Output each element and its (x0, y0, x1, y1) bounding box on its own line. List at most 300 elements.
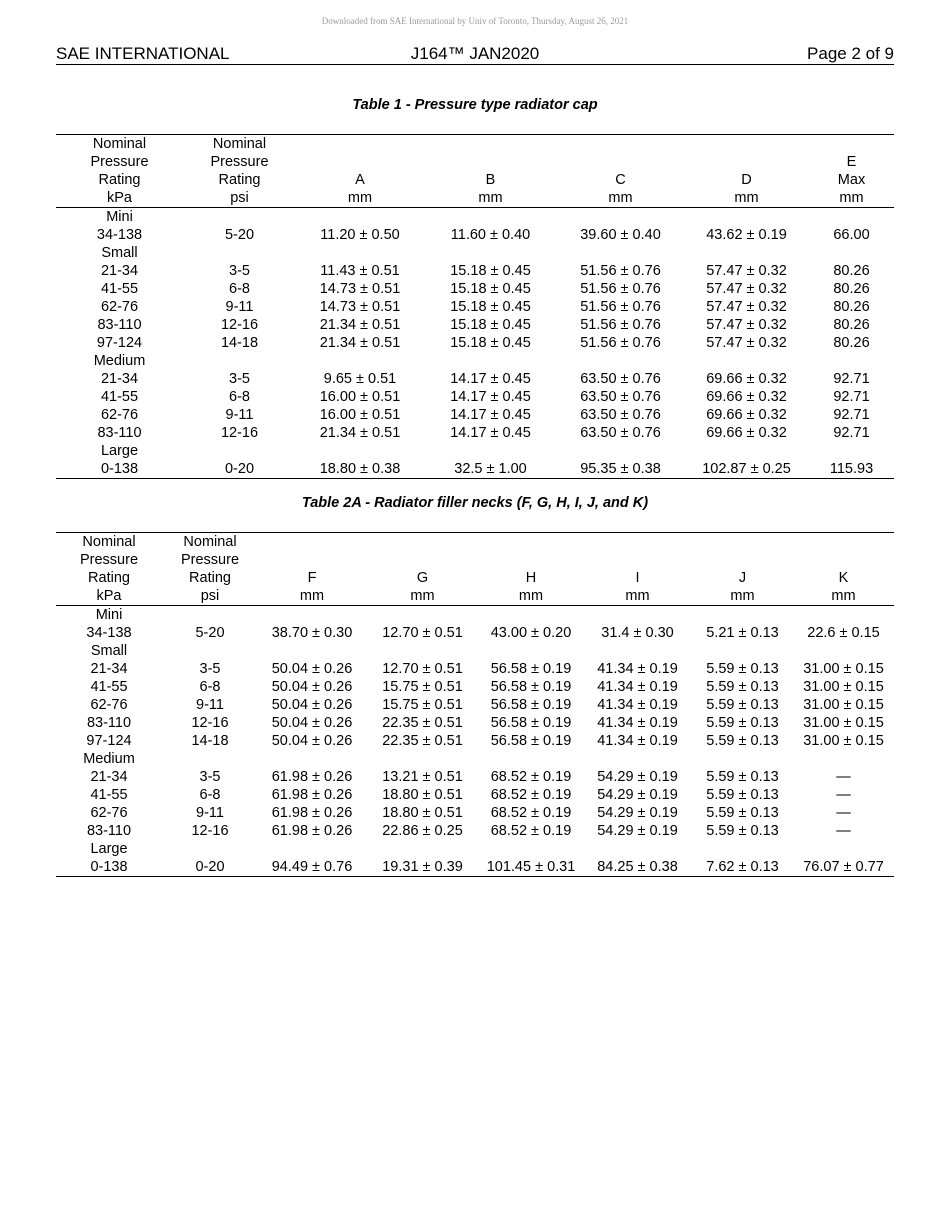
table-cell: 31.4 ± 0.30 (601, 625, 674, 641)
table-cell: 94.49 ± 0.76 (258, 858, 366, 877)
table-cell: 41.34 ± 0.19 (597, 715, 678, 731)
table-cell: — (836, 769, 851, 785)
column-header: Pressure (90, 154, 149, 170)
table-cell: 76.07 ± 0.77 (793, 858, 894, 877)
table-cell: 12-16 (191, 823, 229, 839)
table-cell: 18.80 ± 0.51 (382, 787, 463, 803)
category-label: Mini (106, 209, 133, 225)
table-cell: 6-8 (229, 389, 250, 405)
table-cell: 14.73 ± 0.51 (319, 281, 401, 297)
column-header (793, 551, 894, 569)
table-cell: 21-34 (100, 263, 139, 279)
table1-body (56, 208, 894, 479)
table-cell: 5.59 ± 0.13 (706, 697, 779, 713)
table-cell: 83-110 (97, 425, 142, 441)
column-header (684, 135, 809, 154)
table-cell: 15.75 ± 0.51 (382, 679, 463, 695)
column-header: mm (296, 189, 424, 208)
empty-cell (583, 750, 692, 768)
table-cell: 51.56 ± 0.76 (580, 281, 661, 297)
table-cell: 69.66 ± 0.32 (706, 407, 787, 423)
category-label: Mini (95, 607, 123, 623)
category-row (56, 750, 894, 768)
table-cell: 14.17 ± 0.45 (450, 389, 531, 405)
download-watermark: Downloaded from SAE International by Univ of Toronto, Thursday, August 26, 2021 (321, 16, 629, 26)
empty-cell (557, 352, 684, 370)
table-cell: 5.59 ± 0.13 (706, 805, 779, 821)
table-cell: 57.47 ± 0.32 (706, 281, 787, 297)
header-document-id: J164™ JAN2020 (410, 44, 540, 63)
table-cell: 102.87 ± 0.25 (684, 460, 809, 479)
table-cell: 50.04 ± 0.26 (271, 715, 353, 731)
table1-radiator-cap (56, 134, 894, 479)
table-cell: 63.50 ± 0.76 (580, 425, 661, 441)
column-header: E (846, 154, 857, 170)
empty-cell (479, 642, 583, 660)
empty-cell (557, 442, 684, 460)
empty-cell (162, 750, 258, 768)
category-row (56, 442, 894, 460)
table-row (56, 696, 894, 714)
column-header: Pressure (210, 154, 269, 170)
table-cell: 66.00 (833, 227, 870, 243)
column-header (557, 153, 684, 171)
table-cell: 34-138 (86, 625, 132, 641)
table-cell: 56.58 ± 0.19 (490, 697, 572, 713)
column-header (692, 551, 793, 569)
table-cell: 57.47 ± 0.32 (706, 263, 787, 279)
table-cell: 62-76 (100, 299, 139, 315)
table-cell: 51.56 ± 0.76 (580, 263, 661, 279)
table-cell: 80.26 (833, 281, 870, 297)
column-header (809, 135, 894, 154)
table-cell: 43.62 ± 0.19 (706, 227, 787, 243)
table-cell: 41.34 ± 0.19 (597, 679, 678, 695)
header-row (56, 587, 894, 606)
table-cell: 9.65 ± 0.51 (323, 371, 397, 387)
table-cell: 69.66 ± 0.32 (706, 389, 787, 405)
table-cell: 12.70 ± 0.51 (382, 661, 463, 677)
empty-cell (793, 606, 894, 625)
header-page-number: Page 2 of 9 (807, 44, 894, 63)
table-cell: — (836, 787, 851, 803)
column-header: mm (557, 189, 684, 208)
column-header: mm (424, 189, 557, 208)
empty-cell (183, 442, 296, 460)
empty-cell (793, 642, 894, 660)
table-cell: 7.62 ± 0.13 (692, 858, 793, 877)
table-cell: 80.26 (833, 263, 870, 279)
table-cell: 92.71 (833, 389, 870, 405)
empty-cell (258, 606, 366, 625)
table-cell: 21-34 (90, 769, 128, 785)
table1-header (56, 135, 894, 208)
table-cell: 92.71 (833, 425, 870, 441)
column-header: mm (793, 587, 894, 606)
table-cell: 5-20 (195, 625, 225, 641)
empty-cell (809, 442, 894, 460)
empty-cell (809, 352, 894, 370)
table-cell: 83-110 (97, 317, 142, 333)
table-cell: 80.26 (833, 317, 870, 333)
table-cell: 21-34 (90, 661, 128, 677)
table-cell: 63.50 ± 0.76 (580, 371, 661, 387)
table-row (56, 660, 894, 678)
category-row (56, 642, 894, 660)
table-row (56, 768, 894, 786)
column-header: A (355, 172, 365, 188)
header-row (56, 533, 894, 552)
table-cell: 9-11 (196, 697, 224, 713)
table-cell: 9-11 (196, 805, 224, 821)
table-cell: 115.93 (809, 460, 894, 479)
table-cell: 6-8 (199, 787, 221, 803)
column-header (296, 135, 424, 154)
table2-caption: Table 2A - Radiator filler necks (F, G, H, I, J, and K) (301, 495, 649, 511)
table-row (56, 822, 894, 840)
column-header: kPa (56, 587, 162, 606)
empty-cell (424, 352, 557, 370)
table-cell: 9-11 (225, 299, 254, 315)
empty-cell (692, 642, 793, 660)
column-header (692, 533, 793, 552)
empty-cell (793, 840, 894, 858)
column-header: mm (692, 587, 793, 606)
empty-cell (366, 840, 479, 858)
table-cell: 3-5 (199, 661, 221, 677)
header-row (56, 171, 894, 189)
table-cell: 68.52 ± 0.19 (490, 823, 572, 839)
table-cell: 41.34 ± 0.19 (597, 733, 678, 749)
table-cell: 63.50 ± 0.76 (580, 407, 661, 423)
table-cell: 80.26 (833, 335, 870, 351)
table-cell: 92.71 (833, 407, 870, 423)
table-cell: 6-8 (229, 281, 250, 297)
table-cell: 16.00 ± 0.51 (319, 407, 401, 423)
empty-cell (296, 442, 424, 460)
column-header (583, 533, 692, 552)
column-header (684, 153, 809, 171)
column-header: mm (583, 587, 692, 606)
table-cell: 3-5 (229, 263, 250, 279)
table-cell: 61.98 ± 0.26 (271, 787, 353, 803)
table-cell: 15.18 ± 0.45 (450, 299, 531, 315)
table-cell: 41-55 (100, 281, 139, 297)
empty-cell (684, 442, 809, 460)
table-cell: 3-5 (229, 371, 250, 387)
empty-cell (162, 840, 258, 858)
table-cell: 0-138 (56, 460, 183, 479)
header-row (56, 551, 894, 569)
table-cell: 5.59 ± 0.13 (706, 787, 779, 803)
column-header: I (635, 570, 640, 586)
table-cell: 14-18 (220, 335, 259, 351)
table-cell: 54.29 ± 0.19 (597, 823, 678, 839)
column-header: K (838, 570, 849, 586)
table-cell: 92.71 (833, 371, 870, 387)
column-header (258, 551, 366, 569)
table-cell: 5.59 ± 0.13 (706, 679, 779, 695)
table-row (56, 262, 894, 280)
category-row (56, 208, 894, 227)
table-cell: 62-76 (90, 805, 128, 821)
category-label: Small (101, 245, 138, 261)
table-cell: 3-5 (199, 769, 221, 785)
column-header (557, 135, 684, 154)
column-header: mm (809, 189, 894, 208)
table-cell: 0-20 (162, 858, 258, 877)
category-row (56, 352, 894, 370)
column-header: G (416, 570, 429, 586)
table-cell: 97-124 (96, 335, 143, 351)
table-cell: 41-55 (90, 679, 128, 695)
column-header: psi (162, 587, 258, 606)
table-row (56, 460, 894, 479)
header-row (56, 189, 894, 208)
table-cell: 50.04 ± 0.26 (271, 679, 353, 695)
table-cell: 5.59 ± 0.13 (706, 715, 779, 731)
table-cell: 5.59 ± 0.13 (706, 733, 779, 749)
column-header (258, 533, 366, 552)
column-header: Rating (88, 570, 130, 586)
table-cell: 0-20 (183, 460, 296, 479)
table-cell: — (836, 823, 851, 839)
empty-cell (424, 442, 557, 460)
empty-cell (479, 606, 583, 625)
table-cell: 22.6 ± 0.15 (807, 625, 880, 641)
table-cell: 97-124 (86, 733, 132, 749)
empty-cell (183, 352, 296, 370)
table-cell: 34-138 (96, 227, 143, 243)
table-cell: 83-110 (86, 823, 132, 839)
empty-cell (296, 244, 424, 262)
header-row (56, 135, 894, 154)
table-cell: 39.60 ± 0.40 (580, 227, 661, 243)
empty-cell (684, 352, 809, 370)
table-cell: 50.04 ± 0.26 (271, 733, 353, 749)
empty-cell (366, 750, 479, 768)
table-cell: 14.17 ± 0.45 (450, 371, 531, 387)
column-header (366, 533, 479, 552)
category-row (56, 606, 894, 625)
table-row (56, 280, 894, 298)
table-cell: 68.52 ± 0.19 (490, 787, 572, 803)
table-cell: 101.45 ± 0.31 (479, 858, 583, 877)
table-cell: 14.17 ± 0.45 (450, 407, 531, 423)
empty-cell (692, 750, 793, 768)
table-cell: 5-20 (224, 227, 255, 243)
empty-cell (258, 642, 366, 660)
table-row (56, 732, 894, 750)
table-row (56, 424, 894, 442)
table-cell: 21.34 ± 0.51 (319, 335, 401, 351)
table-cell: 80.26 (833, 299, 870, 315)
table-cell: 21.34 ± 0.51 (319, 317, 401, 333)
table-cell: 14-18 (191, 733, 229, 749)
empty-cell (583, 642, 692, 660)
table-cell: 14.17 ± 0.45 (450, 425, 531, 441)
table-cell: 83-110 (86, 715, 132, 731)
table-cell: 54.29 ± 0.19 (597, 787, 678, 803)
running-header (56, 44, 894, 65)
table-cell: 5.59 ± 0.13 (706, 823, 779, 839)
table2-body (56, 606, 894, 877)
table-cell: 12.70 ± 0.51 (382, 625, 463, 641)
table-cell: 15.18 ± 0.45 (450, 335, 531, 351)
category-label: Large (100, 443, 139, 459)
category-label: Medium (83, 751, 135, 767)
empty-cell (258, 840, 366, 858)
category-label: Large (90, 841, 128, 857)
empty-cell (424, 208, 557, 227)
column-header (296, 153, 424, 171)
table-cell: 57.47 ± 0.32 (706, 335, 787, 351)
table-cell: 61.98 ± 0.26 (271, 823, 353, 839)
table-cell: 15.75 ± 0.51 (382, 697, 463, 713)
table-cell: 14.73 ± 0.51 (319, 299, 401, 315)
table-cell: 6-8 (199, 679, 221, 695)
column-header: Rating (98, 172, 141, 188)
table-cell: 50.04 ± 0.26 (271, 697, 353, 713)
category-label: Small (90, 643, 128, 659)
column-header (793, 533, 894, 552)
table-row (56, 406, 894, 424)
table-cell: 41-55 (90, 787, 128, 803)
table-cell: 61.98 ± 0.26 (271, 805, 353, 821)
column-header (424, 135, 557, 154)
table-row (56, 714, 894, 732)
column-header: mm (258, 587, 366, 606)
column-header: Nominal (183, 135, 296, 154)
table-cell: 31.00 ± 0.15 (803, 715, 884, 731)
table-cell: 43.00 ± 0.20 (490, 625, 572, 641)
table-row (56, 226, 894, 244)
table-cell: 32.5 ± 1.00 (424, 460, 557, 479)
column-header: F (307, 570, 317, 586)
column-header: D (741, 172, 752, 188)
table-cell: 0-138 (56, 858, 162, 877)
column-header: J (738, 570, 747, 586)
table-cell: 54.29 ± 0.19 (597, 805, 678, 821)
table-cell: 51.56 ± 0.76 (580, 317, 661, 333)
table-cell: 51.56 ± 0.76 (580, 299, 661, 315)
table-cell: 57.47 ± 0.32 (706, 317, 787, 333)
empty-cell (424, 244, 557, 262)
table-cell: 68.52 ± 0.19 (490, 805, 572, 821)
table-row (56, 678, 894, 696)
table-cell: 62-76 (100, 407, 139, 423)
column-header: mm (479, 587, 583, 606)
table-cell: 22.86 ± 0.25 (382, 823, 463, 839)
empty-cell (557, 208, 684, 227)
table-cell: 54.29 ± 0.19 (597, 769, 678, 785)
column-header (583, 551, 692, 569)
table-cell: 56.58 ± 0.19 (490, 733, 572, 749)
empty-cell (162, 642, 258, 660)
category-row (56, 840, 894, 858)
column-header: kPa (56, 189, 183, 208)
table-cell: 19.31 ± 0.39 (366, 858, 479, 877)
table-cell: 51.56 ± 0.76 (580, 335, 661, 351)
column-header: H (525, 570, 537, 586)
table-cell: 16.00 ± 0.51 (319, 389, 401, 405)
table-cell: 12-16 (220, 425, 259, 441)
empty-cell (366, 642, 479, 660)
category-label: Medium (93, 353, 146, 369)
table-cell: 68.52 ± 0.19 (490, 769, 572, 785)
table-cell: 11.43 ± 0.51 (320, 263, 400, 279)
empty-cell (684, 244, 809, 262)
table-cell: 12-16 (220, 317, 259, 333)
table-cell: 31.00 ± 0.15 (803, 661, 884, 677)
table-cell: 15.18 ± 0.45 (450, 317, 531, 333)
table2-filler-necks (56, 532, 894, 877)
column-header (479, 533, 583, 552)
column-header: mm (366, 587, 479, 606)
column-header: B (485, 172, 496, 188)
table-cell: 9-11 (225, 407, 254, 423)
empty-cell (296, 352, 424, 370)
table-cell: 95.35 ± 0.38 (557, 460, 684, 479)
table-row (56, 334, 894, 352)
table-cell: 12-16 (191, 715, 229, 731)
header-row (56, 569, 894, 587)
table-cell: 56.58 ± 0.19 (490, 679, 572, 695)
table-cell: 38.70 ± 0.30 (271, 625, 353, 641)
table-cell: 21.34 ± 0.51 (319, 425, 401, 441)
table-cell: 61.98 ± 0.26 (271, 769, 353, 785)
table-cell: 13.21 ± 0.51 (382, 769, 463, 785)
table-cell: 69.66 ± 0.32 (706, 371, 787, 387)
table-cell: 15.18 ± 0.45 (450, 281, 531, 297)
column-header (366, 551, 479, 569)
table-cell: 31.00 ± 0.15 (803, 697, 884, 713)
column-header (424, 153, 557, 171)
column-header: Nominal (56, 533, 162, 552)
table-cell: 56.58 ± 0.19 (490, 661, 572, 677)
table-row (56, 370, 894, 388)
empty-cell (809, 208, 894, 227)
column-header: Max (837, 172, 866, 188)
table-cell: 18.80 ± 0.51 (382, 805, 463, 821)
table1-caption: Table 1 - Pressure type radiator cap (352, 97, 598, 113)
table-cell: 57.47 ± 0.32 (706, 299, 787, 315)
table-cell: 21-34 (100, 371, 139, 387)
table-cell: 56.58 ± 0.19 (490, 715, 572, 731)
empty-cell (183, 244, 296, 262)
empty-cell (692, 840, 793, 858)
table-cell: 41.34 ± 0.19 (597, 697, 678, 713)
empty-cell (366, 606, 479, 625)
column-header: mm (684, 189, 809, 208)
table-cell: 11.20 ± 0.50 (320, 227, 400, 243)
table-row (56, 388, 894, 406)
table-cell: 5.21 ± 0.13 (706, 625, 779, 641)
table-row (56, 624, 894, 642)
header-row (56, 153, 894, 171)
empty-cell (183, 208, 296, 227)
empty-cell (583, 840, 692, 858)
table-cell: 50.04 ± 0.26 (271, 661, 353, 677)
table-row (56, 786, 894, 804)
empty-cell (809, 244, 894, 262)
column-header: Pressure (180, 552, 240, 568)
table2-header (56, 533, 894, 606)
table-cell: 69.66 ± 0.32 (706, 425, 787, 441)
empty-cell (684, 208, 809, 227)
table-cell: — (836, 805, 851, 821)
empty-cell (583, 606, 692, 625)
